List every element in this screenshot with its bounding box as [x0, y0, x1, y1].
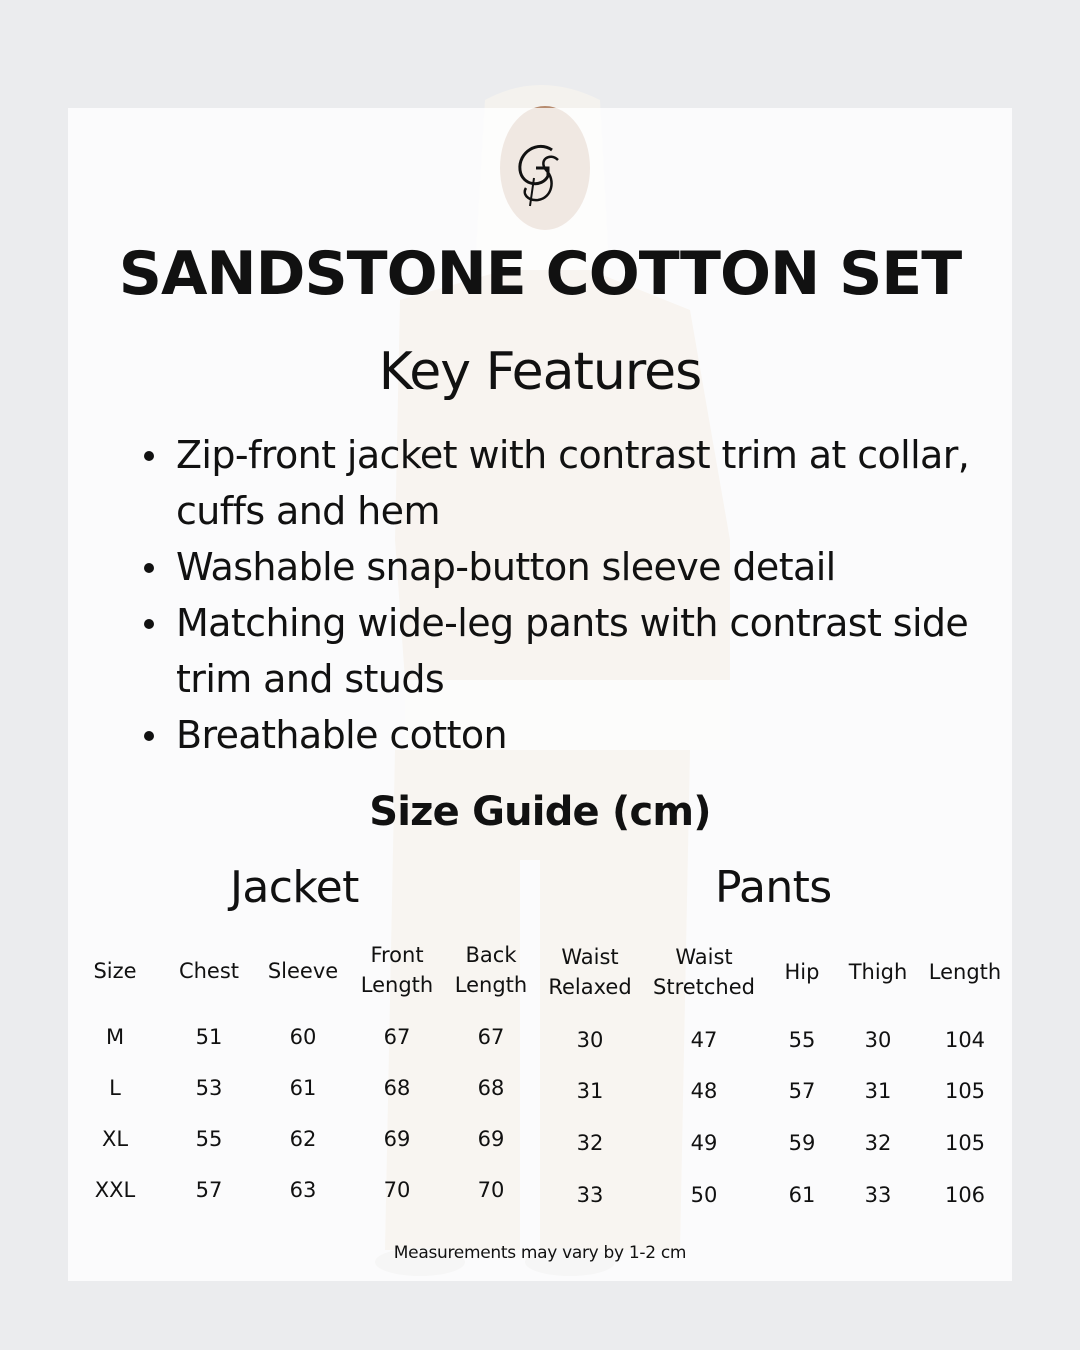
- table-cell: 32: [576, 1131, 604, 1155]
- table-cell: 70: [383, 1178, 411, 1202]
- table-cell: 49: [690, 1131, 718, 1155]
- pants-header-waist-relaxed: Waist Relaxed: [548, 945, 632, 999]
- table-cell: 62: [289, 1127, 317, 1151]
- table-cell: 30: [576, 1028, 604, 1052]
- table-cell: 69: [383, 1127, 411, 1151]
- table-cell: 30: [864, 1028, 892, 1052]
- product-title: SANDSTONE COTTON SET: [118, 239, 962, 309]
- table-cell: 69: [477, 1127, 505, 1151]
- jacket-header-size: Size: [93, 959, 137, 983]
- pants-header-thigh: Thigh: [848, 960, 908, 984]
- list-item: Zip-front jacket with contrast trim at collar, cuffs and hem: [140, 427, 1000, 539]
- table-cell: XXL: [94, 1178, 136, 1202]
- table-cell: 67: [477, 1025, 505, 1049]
- jacket-header-chest: Chest: [178, 959, 240, 983]
- table-cell: 32: [864, 1131, 892, 1155]
- gs-monogram-logo-icon: [508, 138, 572, 210]
- table-cell: 33: [576, 1183, 604, 1207]
- table-cell: 31: [576, 1079, 604, 1103]
- table-cell: 53: [195, 1076, 223, 1100]
- list-item: Breathable cotton: [140, 707, 1000, 763]
- table-cell: L: [109, 1076, 121, 1100]
- table-cell: XL: [101, 1127, 129, 1151]
- table-cell: 48: [690, 1079, 718, 1103]
- key-features-heading: Key Features: [378, 342, 702, 402]
- table-cell: 55: [788, 1028, 816, 1052]
- table-cell: M: [105, 1025, 125, 1049]
- list-item: Washable snap-button sleeve detail: [140, 539, 1000, 595]
- table-cell: 60: [289, 1025, 317, 1049]
- table-cell: 104: [944, 1028, 986, 1052]
- table-cell: 61: [788, 1183, 816, 1207]
- table-cell: 51: [195, 1025, 223, 1049]
- table-cell: 57: [195, 1178, 223, 1202]
- table-cell: 67: [383, 1025, 411, 1049]
- jacket-table-title: Jacket: [230, 862, 359, 913]
- table-cell: 59: [788, 1131, 816, 1155]
- table-cell: 57: [788, 1079, 816, 1103]
- table-cell: 55: [195, 1127, 223, 1151]
- measurement-note: Measurements may vary by 1-2 cm: [393, 1243, 687, 1263]
- jacket-header-sleeve: Sleeve: [267, 959, 339, 983]
- table-cell: 105: [944, 1079, 986, 1103]
- table-cell: 33: [864, 1183, 892, 1207]
- table-cell: 50: [690, 1183, 718, 1207]
- table-cell: 105: [944, 1131, 986, 1155]
- jacket-header-front-length: Front Length: [360, 943, 434, 997]
- pants-header-waist-stretched: Waist Stretched: [653, 945, 755, 999]
- table-cell: 47: [690, 1028, 718, 1052]
- features-list: [140, 427, 1000, 763]
- pants-header-hip: Hip: [784, 960, 820, 984]
- table-cell: 63: [289, 1178, 317, 1202]
- table-cell: 70: [477, 1178, 505, 1202]
- jacket-header-back-length: Back Length: [454, 943, 528, 997]
- pants-table-title: Pants: [715, 862, 832, 913]
- pants-header-length: Length: [928, 960, 1002, 984]
- table-cell: 68: [477, 1076, 505, 1100]
- size-guide-heading: Size Guide (cm): [369, 789, 711, 835]
- list-item: Matching wide-leg pants with contrast side trim and studs: [140, 595, 1000, 707]
- table-cell: 106: [944, 1183, 986, 1207]
- table-cell: 61: [289, 1076, 317, 1100]
- table-cell: 31: [864, 1079, 892, 1103]
- table-cell: 68: [383, 1076, 411, 1100]
